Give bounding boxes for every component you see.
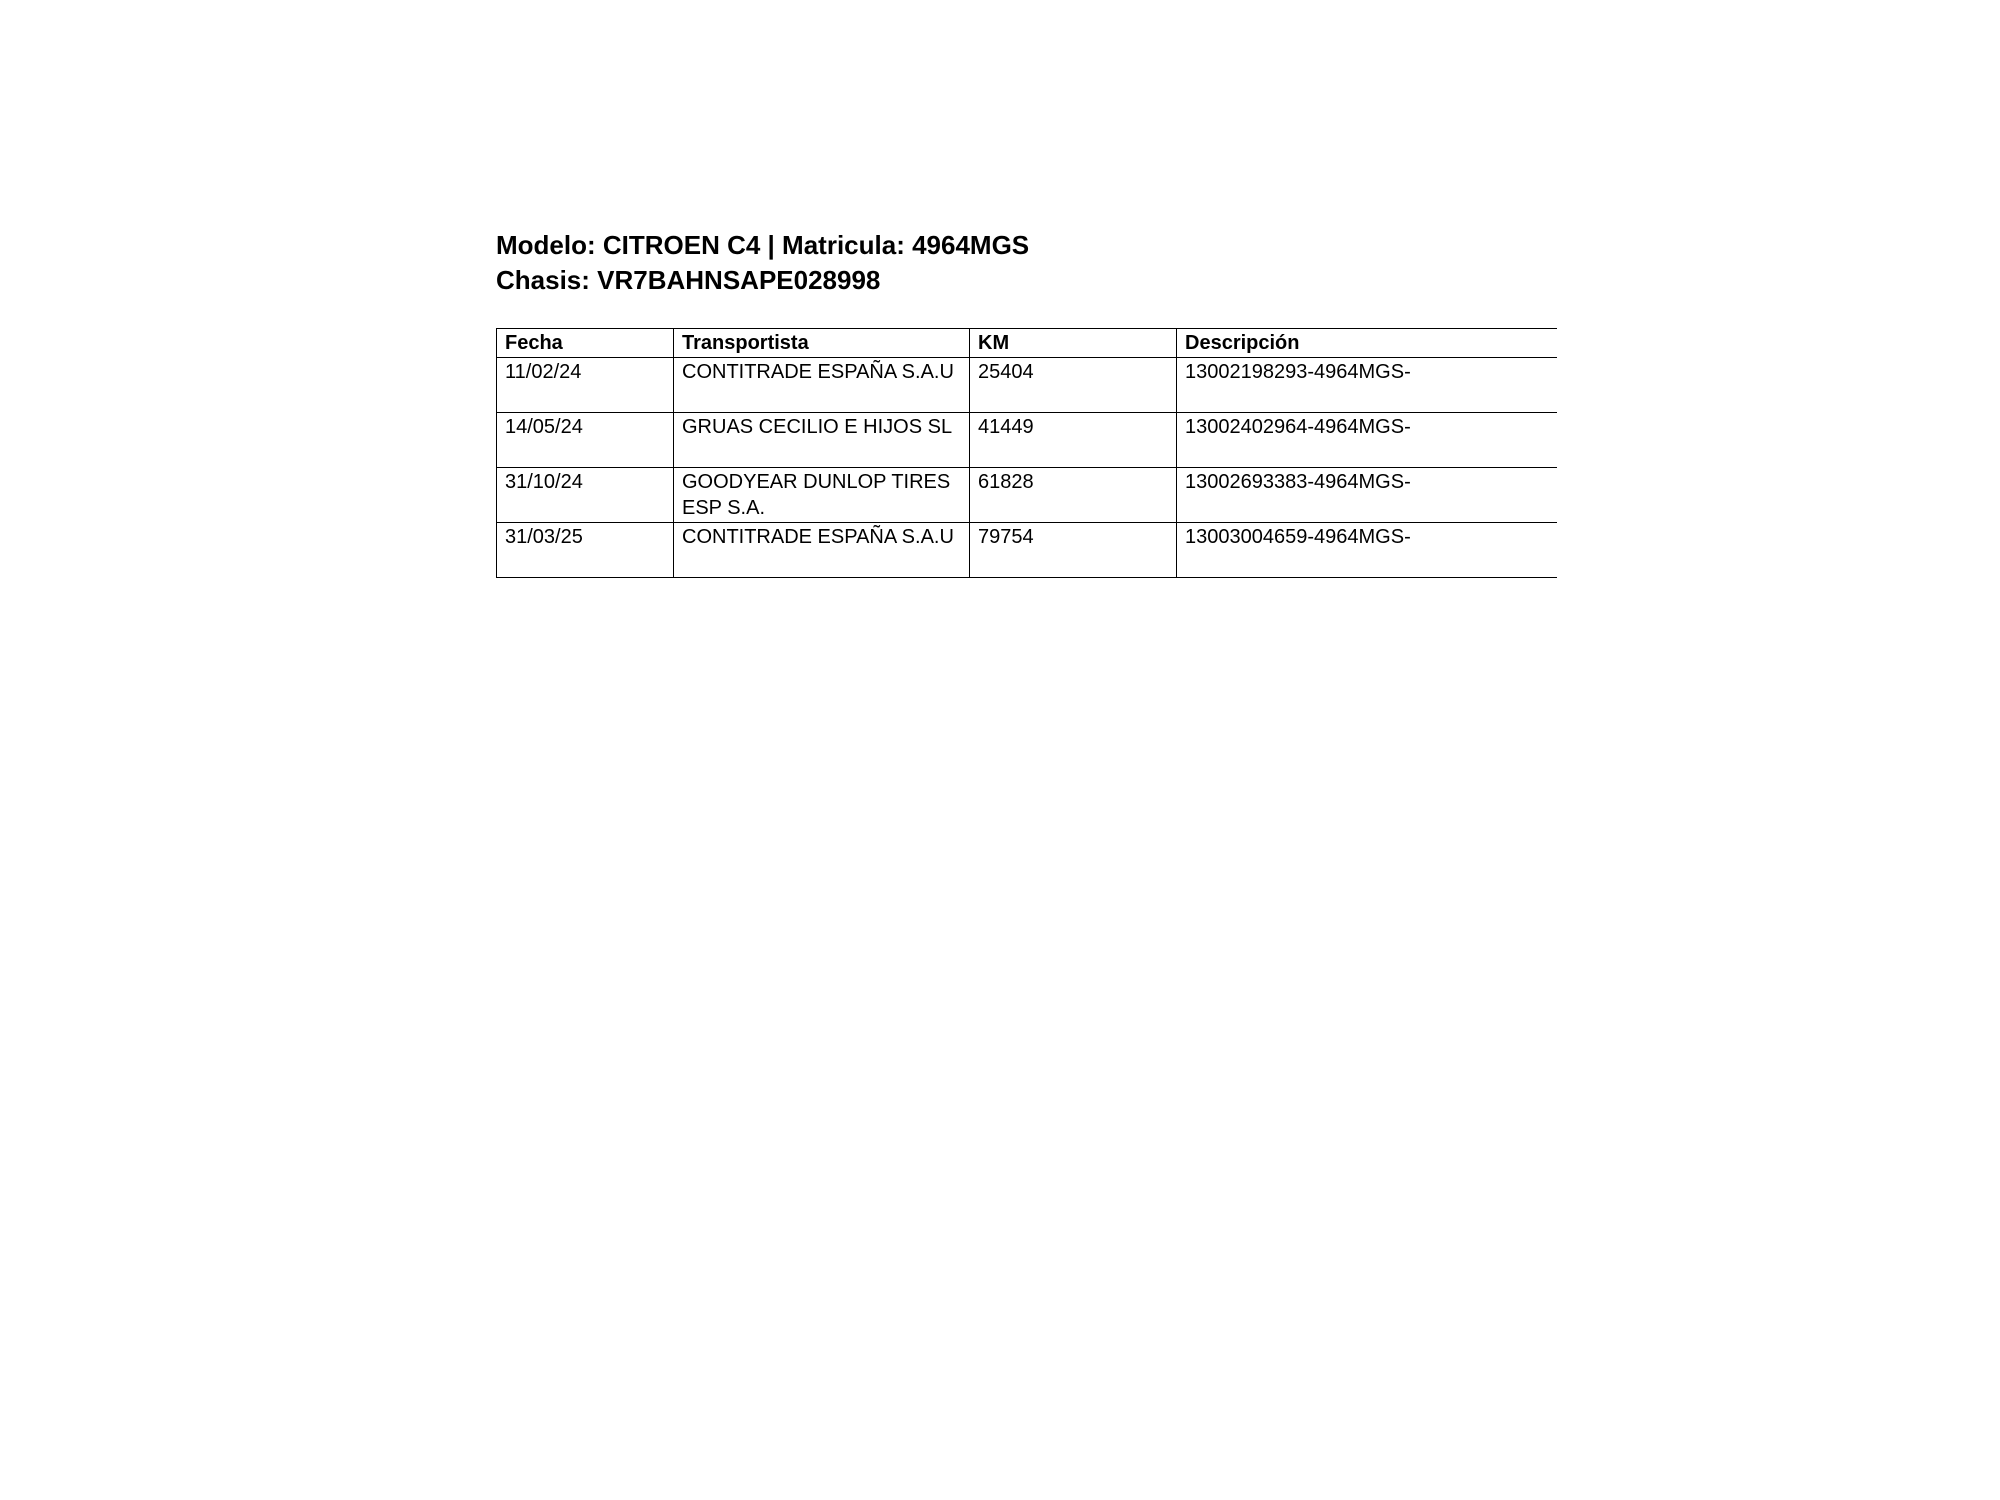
cell-descripcion: 13003004659-4964MGS- xyxy=(1177,523,1557,578)
table-row xyxy=(497,523,1557,578)
cell-km: 61828 xyxy=(970,468,1177,523)
cell-km: 79754 xyxy=(970,523,1177,578)
cell-descripcion: 13002198293-4964MGS- xyxy=(1177,358,1557,413)
vehicle-model-heading: Modelo: CITROEN C4 | Matricula: 4964MGS xyxy=(496,230,1030,260)
column-header-descripcion: Descripción xyxy=(1177,329,1557,358)
table-row xyxy=(497,358,1557,413)
cell-transportista: GRUAS CECILIO E HIJOS SL xyxy=(674,413,970,468)
cell-fecha: 31/03/25 xyxy=(497,523,674,578)
cell-fecha: 31/10/24 xyxy=(497,468,674,523)
table-row xyxy=(497,468,1557,523)
cell-km: 25404 xyxy=(970,358,1177,413)
cell-transportista: GOODYEAR DUNLOP TIRES ESP S.A. xyxy=(674,468,970,523)
cell-fecha: 14/05/24 xyxy=(497,413,674,468)
table-row xyxy=(497,413,1557,468)
service-records-table xyxy=(496,328,1557,578)
column-header-fecha: Fecha xyxy=(497,329,674,358)
chassis-heading: Chasis: VR7BAHNSAPE028998 xyxy=(496,265,881,295)
column-header-transportista: Transportista xyxy=(674,329,970,358)
cell-transportista: CONTITRADE ESPAÑA S.A.U xyxy=(674,523,970,578)
document-page xyxy=(496,228,1556,578)
cell-km: 41449 xyxy=(970,413,1177,468)
table-header-row xyxy=(497,329,1557,358)
cell-descripcion: 13002693383-4964MGS- xyxy=(1177,468,1557,523)
cell-fecha: 11/02/24 xyxy=(497,358,674,413)
column-header-km: KM xyxy=(970,329,1177,358)
cell-transportista: CONTITRADE ESPAÑA S.A.U xyxy=(674,358,970,413)
cell-descripcion: 13002402964-4964MGS- xyxy=(1177,413,1557,468)
